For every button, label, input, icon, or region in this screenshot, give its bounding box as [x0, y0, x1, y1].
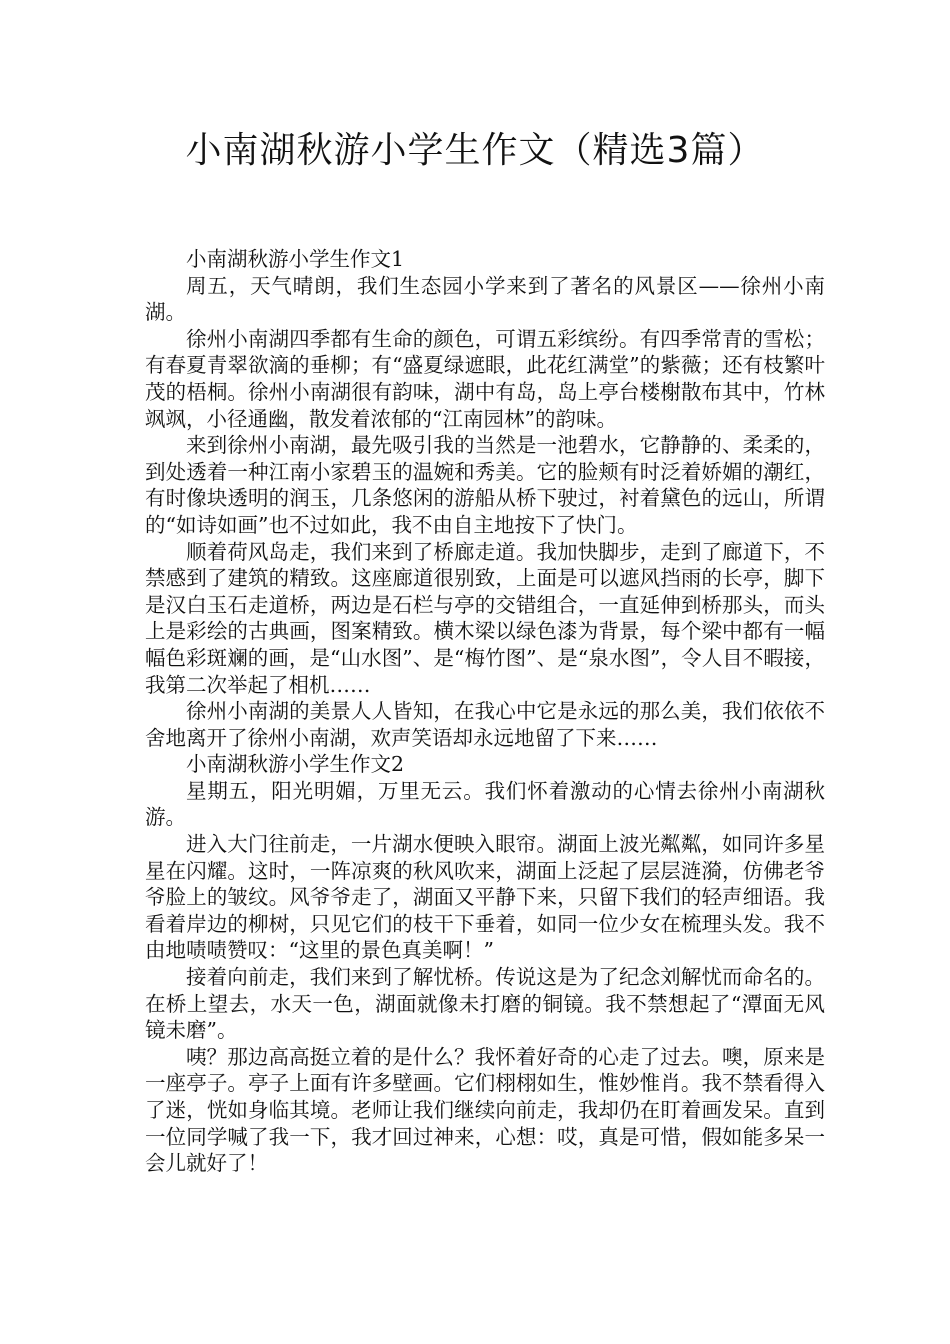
paragraph: 顺着荷风岛走，我们来到了桥廊走道。我加快脚步，走到了廊道下，不禁感到了建筑的精致。这座廊道很别致，上面是可以遮风挡雨的长亭，脚下是汉白玉石走道桥，两边是石栏与亭的交错组合，一直延伸到桥那头，而头上是彩绘的古典画，图案精致。横木梁以绿色漆为背景，每个梁中都有一幅幅色彩斑斓的画，是“山水图”、是“梅竹图”、是“泉水图”，令人目不暇接，我第二次举起了相机…… [145, 539, 825, 697]
paragraph: 咦？那边高高挺立着的是什么？我怀着好奇的心走了过去。噢，原来是一座亭子。亭子上面有许多壁画。它们栩栩如生，惟妙惟肖。我不禁看得入了迷，恍如身临其境。老师让我们继续向前走，我却仍在盯着画发呆。直到一位同学喊了我一下，我才回过神来，心想：哎，真是可惜，假如能多呆一会儿就好了！ [145, 1044, 825, 1176]
paragraph: 接着向前走，我们来到了解忧桥。传说这是为了纪念刘解忧而命名的。在桥上望去，水天一色，湖面就像未打磨的铜镜。我不禁想起了“潭面无风镜未磨”。 [145, 965, 825, 1043]
document-title: 小南湖秋游小学生作文（精选3篇） [185, 130, 765, 171]
paragraph: 徐州小南湖四季都有生命的颜色，可谓五彩缤纷。有四季常青的雪松；有春夏青翠欲滴的垂柳；有“盛夏绿遮眼，此花红满堂”的紫薇；还有枝繁叶茂的梧桐。徐州小南湖很有韵味，湖中有岛，岛上亭台楼榭散布其中，竹林飒飒，小径通幽，散发着浓郁的“江南园林”的韵味。 [145, 326, 825, 431]
document-body [145, 246, 825, 1177]
paragraph: 徐州小南湖的美景人人皆知，在我心中它是永远的那么美，我们依依不舍地离开了徐州小南湖，欢声笑语却永远地留了下来…… [145, 699, 825, 750]
paragraph: 进入大门往前走，一片湖水便映入眼帘。湖面上波光粼粼，如同许多星星在闪耀。这时，一阵凉爽的秋风吹来，湖面上泛起了层层涟漪，仿佛老爷爷脸上的皱纹。风爷爷走了，湖面又平静下来，只留下我们的轻声细语。我看着岸边的柳树，只见它们的枝干下垂着，如同一位少女在梳理头发。我不由地啧啧赞叹：“这里的景色真美啊！” [145, 832, 825, 963]
paragraph: 来到徐州小南湖，最先吸引我的当然是一池碧水，它静静的、柔柔的，到处透着一种江南小家碧玉的温婉和秀美。它的脸颊有时泛着娇媚的潮红，有时像块透明的润玉，几条悠闲的游船从桥下驶过，衬着黛色的远山，所谓的“如诗如画”也不过如此，我不由自主地按下了快门。 [145, 433, 825, 537]
section-heading: 小南湖秋游小学生作文2 [186, 752, 405, 777]
paragraph: 星期五，阳光明媚，万里无云。我们怀着激动的心情去徐州小南湖秋游。 [145, 778, 825, 830]
paragraph: 周五，天气晴朗，我们生态园小学来到了著名的风景区——徐州小南湖。 [145, 273, 825, 325]
section-heading: 小南湖秋游小学生作文1 [186, 247, 405, 271]
